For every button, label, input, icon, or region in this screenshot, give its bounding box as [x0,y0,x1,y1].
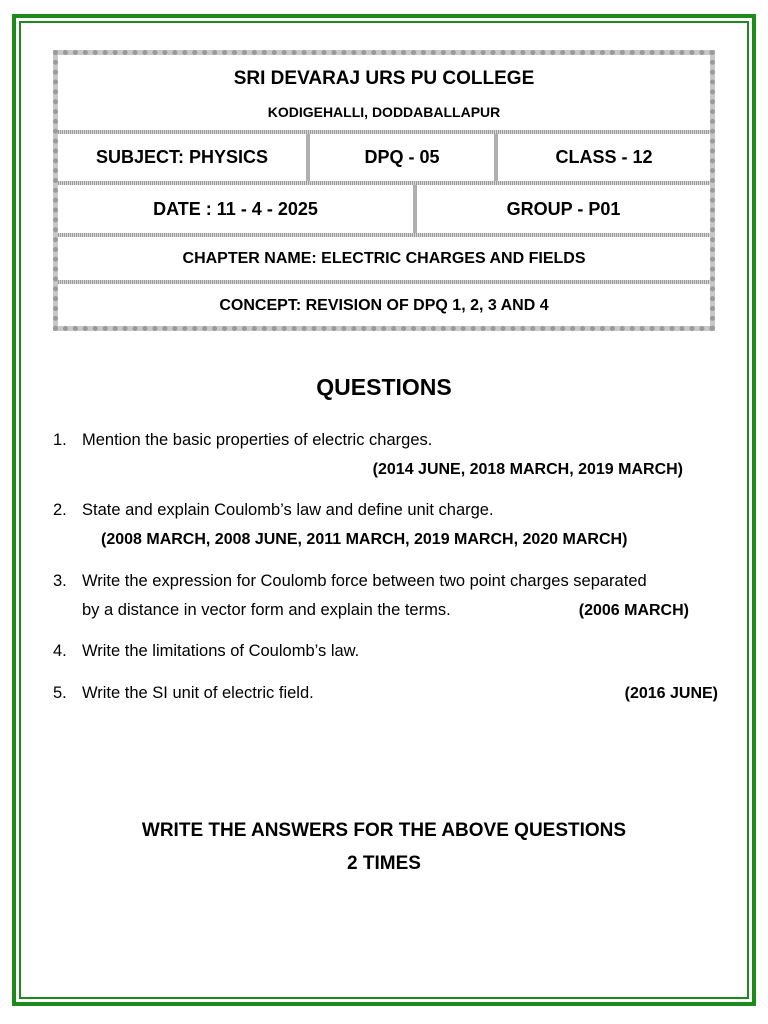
question-item [53,679,718,709]
questions-list [53,426,718,709]
question-item [53,637,718,679]
footer-line1: WRITE THE ANSWERS FOR THE ABOVE QUESTIONS [141,820,627,841]
question-text: State and explain Coulomb’s law and define unit charge. [82,501,494,519]
subject-cell: SUBJECT: PHYSICS [58,134,310,181]
footer-instruction [0,814,768,880]
header-table [53,50,715,331]
chapter-name: CHAPTER NAME: ELECTRIC CHARGES AND FIELDS [182,249,586,267]
question-number: 5. [53,684,67,702]
question-reference: (2016 JUNE) [624,685,718,702]
questions-heading: QUESTIONS [316,374,452,400]
class-cell: CLASS - 12 [555,147,653,167]
chapter-row [58,237,710,280]
date-cell: DATE : 11 - 4 - 2025 [58,185,417,233]
question-reference: (2008 MARCH, 2008 JUNE, 2011 MARCH, 2019 MARCH, 2020 MARCH) [101,531,628,548]
footer-line2: 2 TIMES [347,853,421,874]
question-text: Write the SI unit of electric field. [82,684,314,702]
college-name: SRI DEVARAJ URS PU COLLEGE [233,67,535,89]
question-item [53,426,718,496]
question-text: Write the limitations of Coulomb’s law. [82,642,360,660]
question-text-line1: Write the expression for Coulomb force between two point charges separated [82,572,647,590]
question-reference: (2006 MARCH) [578,602,689,619]
question-text-line2: by a distance in vector form and explain the terms. [82,601,451,619]
question-number: 3. [53,572,67,590]
question-item [53,496,718,567]
concept-row [58,284,710,327]
group-cell: GROUP - P01 [506,198,621,219]
question-number: 2. [53,501,67,519]
question-number: 1. [53,431,67,449]
concept-name: CONCEPT: REVISION OF DPQ 1, 2, 3 AND 4 [219,296,549,314]
question-reference: (2014 JUNE, 2018 MARCH, 2019 MARCH) [372,461,683,478]
subject-row [58,134,710,181]
question-number: 4. [53,642,67,660]
dpq-cell: DPQ - 05 [310,134,498,181]
question-text: Mention the basic properties of electric charges. [82,431,433,449]
date-row [58,185,710,233]
question-item [53,567,718,637]
college-header-row [58,55,710,130]
college-place: KODIGEHALLI, DODDABALLAPUR [267,103,501,120]
